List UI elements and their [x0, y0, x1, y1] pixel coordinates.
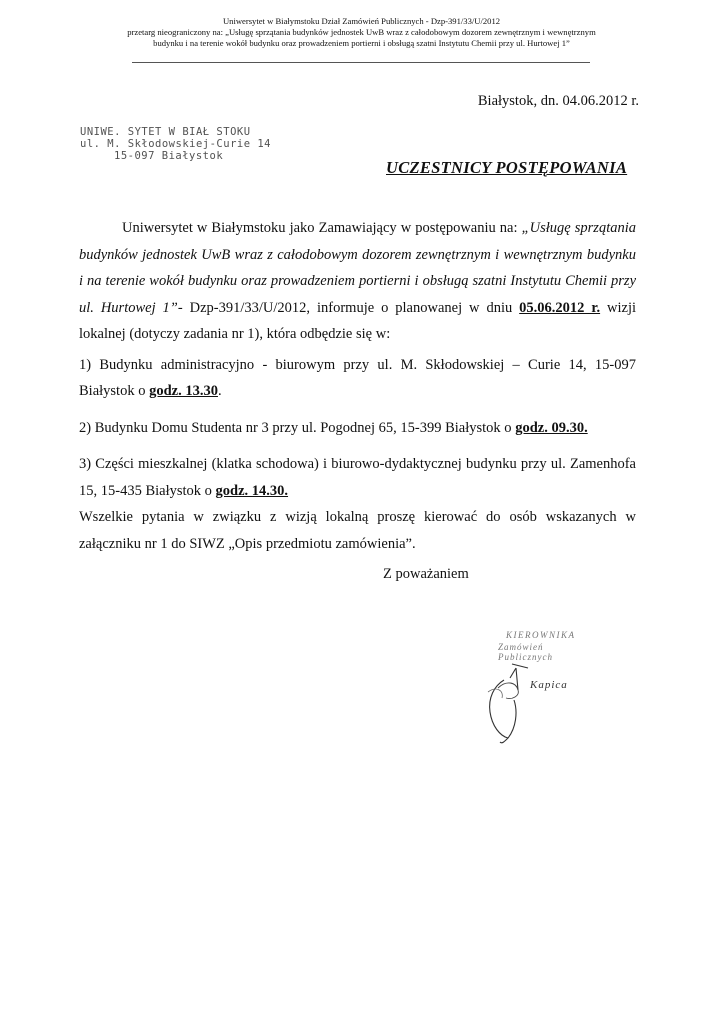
signature-name: Kapica: [530, 679, 568, 691]
stamp-line-2: ul. M. Skłodowskiej-Curie 14: [80, 138, 272, 150]
signature-block: [458, 620, 598, 750]
header-line-1: Uniwersytet w Białymstoku Dział Zamówień Publicznych - Dzp-391/33/U/2012: [222, 16, 501, 26]
signature-stamp-line-2: Zamówień Publicznych: [498, 642, 553, 662]
list-item: [79, 451, 636, 504]
header-line-3: budynku i na terenie wokół budynku oraz prowadzeniem portierni i obsługą szatni Instytutu Chemii przy ul. Hurtowej 1”: [153, 38, 570, 48]
intro-text-d: wizji lokalnej (dotyczy zadania nr 1), która odbędzie się w:: [79, 299, 637, 342]
list-item-text: 1) Budynku administracyjno - biurowym przy ul. M. Skłodowskiej – Curie 14, 15-097 Białystok o: [79, 356, 636, 399]
handwritten-signature: [458, 620, 598, 750]
university-stamp: [80, 126, 271, 162]
list-item: [79, 415, 636, 442]
signature-stamp-line-1: KIEROWNIKA: [506, 630, 576, 640]
intro-paragraph: [79, 215, 636, 348]
recipients-heading: UCZESTNICY POSTĘPOWANIA: [386, 158, 628, 177]
letter-body: [79, 215, 636, 557]
list-item-end: .: [217, 383, 222, 399]
list-item: [79, 352, 636, 405]
header-rule: [132, 62, 590, 63]
list-item-time: godz. 13.30: [149, 383, 218, 399]
questions-paragraph: Wszelkie pytania w związku z wizją lokalną proszę kierować do osób wskazanych w załączniku nr 1 do SIWZ „Opis przedmiotu zamówienia”.: [79, 509, 636, 552]
document-header: [40, 16, 683, 49]
list-item-time: godz. 09.30.: [515, 419, 588, 436]
intro-text-c: - Dzp-391/33/U/2012, informuje o planowanej w dniu: [177, 299, 520, 316]
stamp-line-3: 15-097 Białystok: [114, 150, 224, 162]
document-date: Białystok, dn. 04.06.2012 r.: [477, 93, 639, 109]
visit-date: 05.06.2012 r.: [519, 299, 601, 316]
list-item-text: 2) Budynku Domu Studenta nr 3 przy ul. Pogodnej 65, 15-399 Białystok o: [79, 419, 516, 436]
intro-text-a: Uniwersytet w Białymstoku jako Zamawiający w postępowaniu na:: [122, 220, 522, 236]
closing-salutation: Z poważaniem: [383, 566, 469, 582]
tender-title: „Usługę sprzątania budynków jednostek UwB wraz z całodobowym dozorem zewnętrznym i wewnętrznym budynku i na terenie wokół budynku oraz prowadzeniem portierni i obsługą szatni Instytutu Chemii przy ul. Hurtowej 1”: [79, 220, 636, 316]
list-item-time: godz. 14.30.: [215, 482, 289, 499]
stamp-line-1: UNIWE. SYTET W BIAŁ STOKU: [80, 126, 251, 138]
list-item-text: 3) Części mieszkalnej (klatka schodowa) i biurowo-dydaktycznej budynku przy ul. Zamenhofa 15, 15-435 Białystok o: [79, 456, 636, 499]
header-line-2: przetarg nieograniczony na: „Usługę sprzątania budynków jednostek UwB wraz z całodobowym dozorem zewnętrznym i wewnętrznym: [127, 27, 596, 37]
